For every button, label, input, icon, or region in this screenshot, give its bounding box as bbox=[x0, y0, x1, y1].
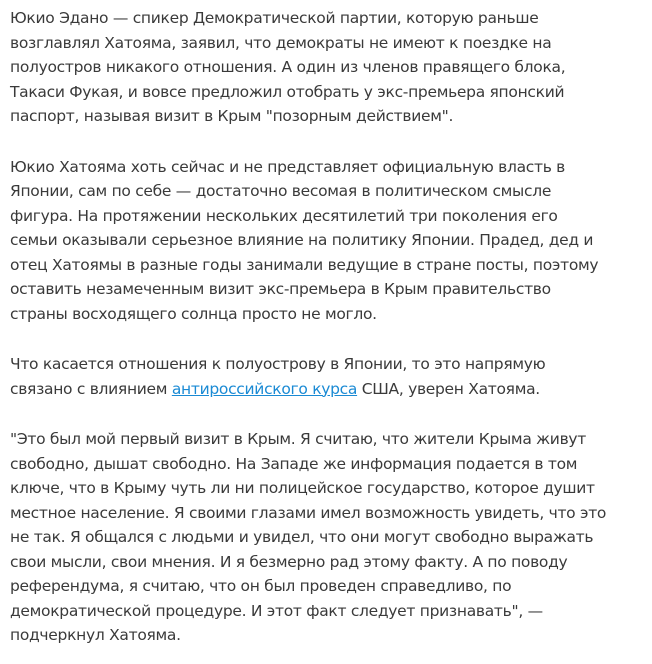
text-line: отец Хатоямы в разные годы занимали ведущие в стране посты, поэтому bbox=[10, 255, 599, 274]
text-line: полуостров никакого отношения. А один из членов правящего блока, bbox=[10, 58, 566, 76]
text-line: референдума, я считаю, что он был проведен справедливо, по bbox=[10, 577, 512, 595]
text-line: страны восходящего солнца просто не могло. bbox=[10, 304, 377, 323]
text-line: Что касается отношения к полуострову в Японии, то это напрямую bbox=[10, 355, 546, 373]
text-line: демократической процедуре. И этот факт следует признавать", — bbox=[10, 601, 543, 620]
text-line: Японии, сам по себе — достаточно весомая в политическом смысле bbox=[10, 182, 552, 200]
paragraph-anti-russian-course bbox=[10, 352, 652, 401]
text-line: свои мысли, свои мнения. И я безмерно рад этому факту. А по поводу bbox=[10, 552, 568, 571]
text-line: Такаси Фукая, и вовсе предложил отобрать у экс-премьера японский bbox=[10, 82, 565, 101]
text-line: фигура. На протяжении нескольких десятилетий три поколения его bbox=[10, 206, 558, 225]
text-line: "Это был мой первый визит в Крым. Я считаю, что жители Крыма живут bbox=[10, 430, 587, 448]
text-line: подчеркнул Хатояма. bbox=[10, 626, 181, 644]
text-line: свободно, дышат свободно. На Западе же информация подается в том bbox=[10, 454, 578, 473]
text-line: ключе, что в Крыму чуть ли ни полицейское государство, которое душит bbox=[10, 479, 595, 497]
paragraph-edano bbox=[10, 6, 652, 129]
text-segment: связано с влиянием bbox=[10, 379, 172, 398]
text-line: Юкио Хатояма хоть сейчас и не представляет официальную власть в bbox=[10, 157, 566, 176]
text-line: паспорт, называя визит в Крым "позорным действием". bbox=[10, 107, 454, 125]
text-line: семьи оказывали серьезное влияние на политику Японии. Прадед, дед и bbox=[10, 231, 594, 249]
text-line: возглавлял Хатояма, заявил, что демократы не имеют к поездке на bbox=[10, 33, 552, 52]
text-line: местное население. Я своими глазами имел возможность увидеть, что это bbox=[10, 503, 607, 522]
text-segment: США, уверен Хатояма. bbox=[357, 379, 540, 398]
text-line-with-link bbox=[10, 377, 652, 402]
paragraph-hatoyama-background bbox=[10, 155, 652, 327]
text-line: не так. Я общался с людьми и увидел, что они могут свободно выражать bbox=[10, 528, 594, 546]
text-line: Юкио Эдано — спикер Демократической партии, которую раньше bbox=[10, 9, 539, 27]
text-line: оставить незамеченным визит экс-премьера в Крым правительство bbox=[10, 280, 551, 298]
paragraph-quote bbox=[10, 427, 652, 648]
anti-russian-course-link[interactable]: антироссийского курса bbox=[171, 379, 358, 398]
